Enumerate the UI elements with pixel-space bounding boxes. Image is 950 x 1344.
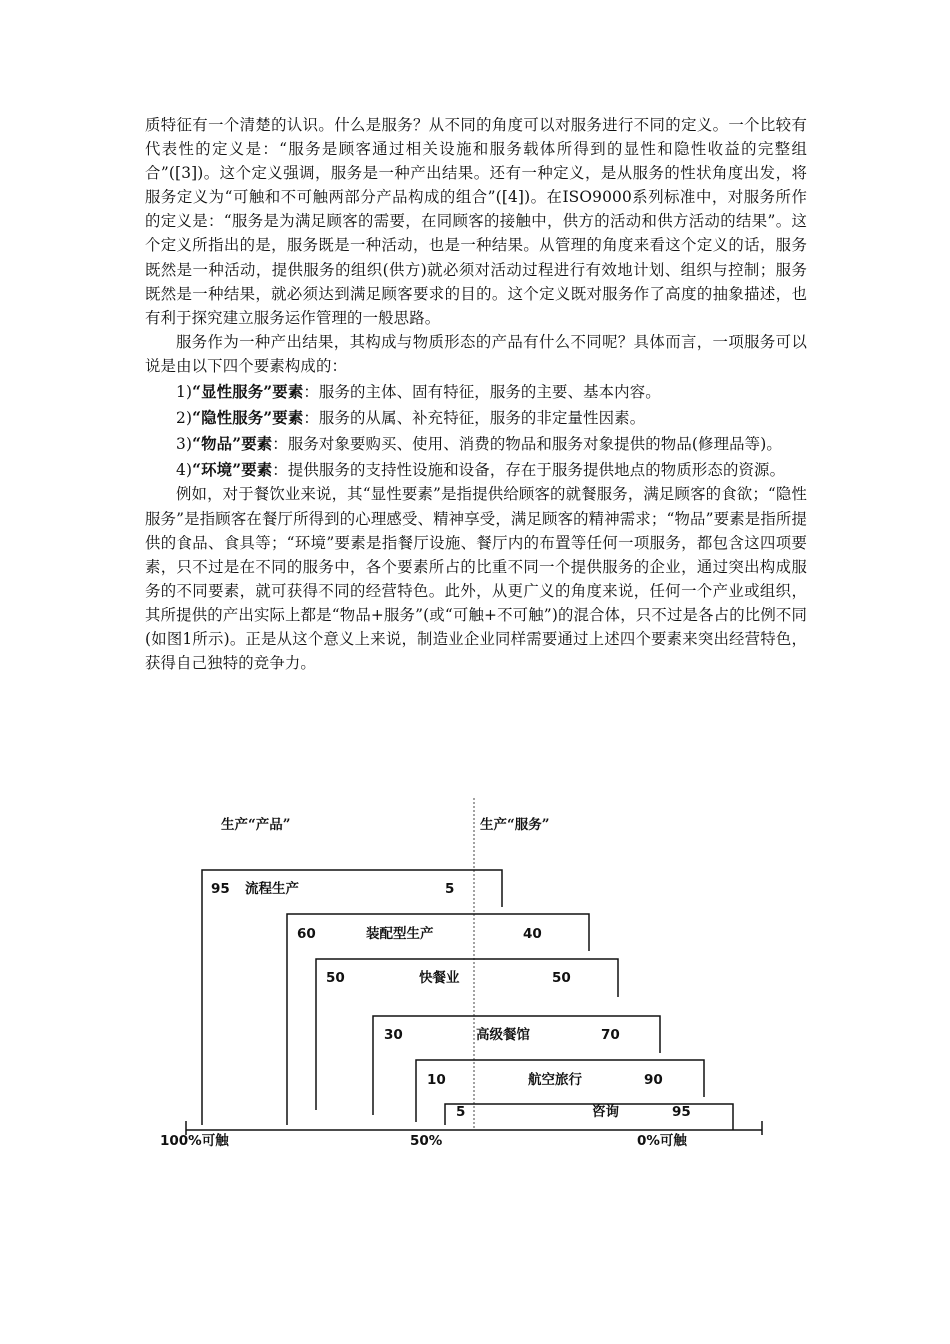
list-item-description: ：服务对象要购买、使用、消费的物品和服务对象提供的物品(修理品等)。	[272, 435, 782, 454]
row-name: 快餐业	[419, 970, 460, 986]
list-item-description: ：提供服务的支持性设施和设备，存在于服务提供地点的物质形态的资源。	[272, 461, 786, 480]
list-item-description: ：服务的主体、固有特征，服务的主要、基本内容。	[303, 383, 661, 402]
label-produce-products: 生产“产品”	[221, 817, 291, 833]
paragraph-service-definitions: 质特征有一个清楚的认识。什么是服务？从不同的角度可以对服务进行不同的定义。一个比较有代表性的定义是：“服务是顾客通过相关设施和服务载体所得到的显性和隐性收益的完整组合”([3])。这个定义强调，服务是一种产出结果。还有一种定义，是从服务的性状角度出发，将服务定义为“可触和不可触两部分产品构成的组合”([4])。在ISO9000系列标准中，对服务所作的定义是：“服务是为满足顾客的需要，在同顾客的接触中，供方的活动和供方活动的结果”。这个定义所指出的是，服务既是一种活动，也是一种结果。从管理的角度来看这个定义的话，服务既然是一种活动，提供服务的组织(供方)就必须对活动过程进行有效地计划、组织与控制；服务既然是一种结果，就必须达到满足顾客要求的目的。这个定义既对服务作了高度的抽象描述，也有利于探究建立服务运作管理的一般思路。	[145, 116, 807, 327]
list-item-number: 3)	[176, 435, 193, 454]
list-item-term: “隐性服务”要素	[192, 409, 304, 428]
list-item-term: “环境”要素	[192, 461, 273, 480]
row-tangible-value: 10	[427, 1072, 446, 1088]
row-name: 装配型生产	[366, 926, 434, 942]
list-item-term: “显性服务”要素	[192, 383, 304, 402]
row-intangible-value: 50	[552, 970, 571, 986]
row-name: 高级餐馆	[476, 1027, 530, 1043]
list-item-number: 4)	[176, 461, 193, 480]
axis-label-zero-tangible: 0%可触	[637, 1133, 687, 1149]
axis-label-full-tangible: 100%可触	[160, 1133, 229, 1149]
row-intangible-value: 90	[644, 1072, 663, 1088]
list-item-number: 1)	[176, 383, 193, 402]
row-name: 咨询	[592, 1104, 619, 1120]
row-tangible-value: 30	[384, 1027, 403, 1043]
row-intangible-value: 95	[672, 1104, 691, 1120]
row-tangible-value: 95	[211, 881, 230, 897]
row-intangible-value: 5	[445, 881, 455, 897]
paragraph-service-elements-intro: 服务作为一种产出结果，其构成与物质形态的产品有什么不同呢？具体而言，一项服务可以说是由以下四个要素构成的：	[145, 332, 807, 375]
paragraph-restaurant-example: 例如，对于餐饮业来说，其“显性要素”是指提供给顾客的就餐服务，满足顾客的食欲；“隐性服务”是指顾客在餐厅所得到的心理感受、精神享受，满足顾客的精神需求；“物品”要素是指所提供的食品、食具等；“环境”要素是指餐厅设施、餐厅内的布置等任何一项服务，都包含这四项要素，只不过是在不同的服务中，各个要素所占的比重不同一个提供服务的企业，通过突出构成服务的不同要素，就可获得不同的经营特色。此外，从更广义的角度来说，任何一个产业或组织，其所提供的产出实际上都是“物品+服务”(或“可触+不可触”)的混合体，只不过是各占的比例不同(如图1所示)。正是从这个意义上来说，制造业企业同样需要通过上述四个要素来突出经营特色，获得自己独特的竞争力。	[145, 485, 807, 673]
list-item-term: “物品”要素	[192, 435, 273, 454]
row-intangible-value: 70	[601, 1027, 620, 1043]
bracket-row	[202, 870, 502, 1125]
row-tangible-value: 5	[456, 1104, 466, 1120]
bracket-row	[287, 914, 589, 1125]
row-name: 航空旅行	[528, 1072, 582, 1088]
row-name: 流程生产	[245, 881, 299, 897]
axis-label-fifty-percent: 50%	[410, 1133, 443, 1149]
row-intangible-value: 40	[523, 926, 542, 942]
row-tangible-value: 60	[297, 926, 316, 942]
row-tangible-value: 50	[326, 970, 345, 986]
label-produce-services: 生产“服务”	[480, 817, 550, 833]
list-item-description: ：服务的从属、补充特征，服务的非定量性因素。	[303, 409, 646, 428]
list-item-number: 2)	[176, 409, 193, 428]
